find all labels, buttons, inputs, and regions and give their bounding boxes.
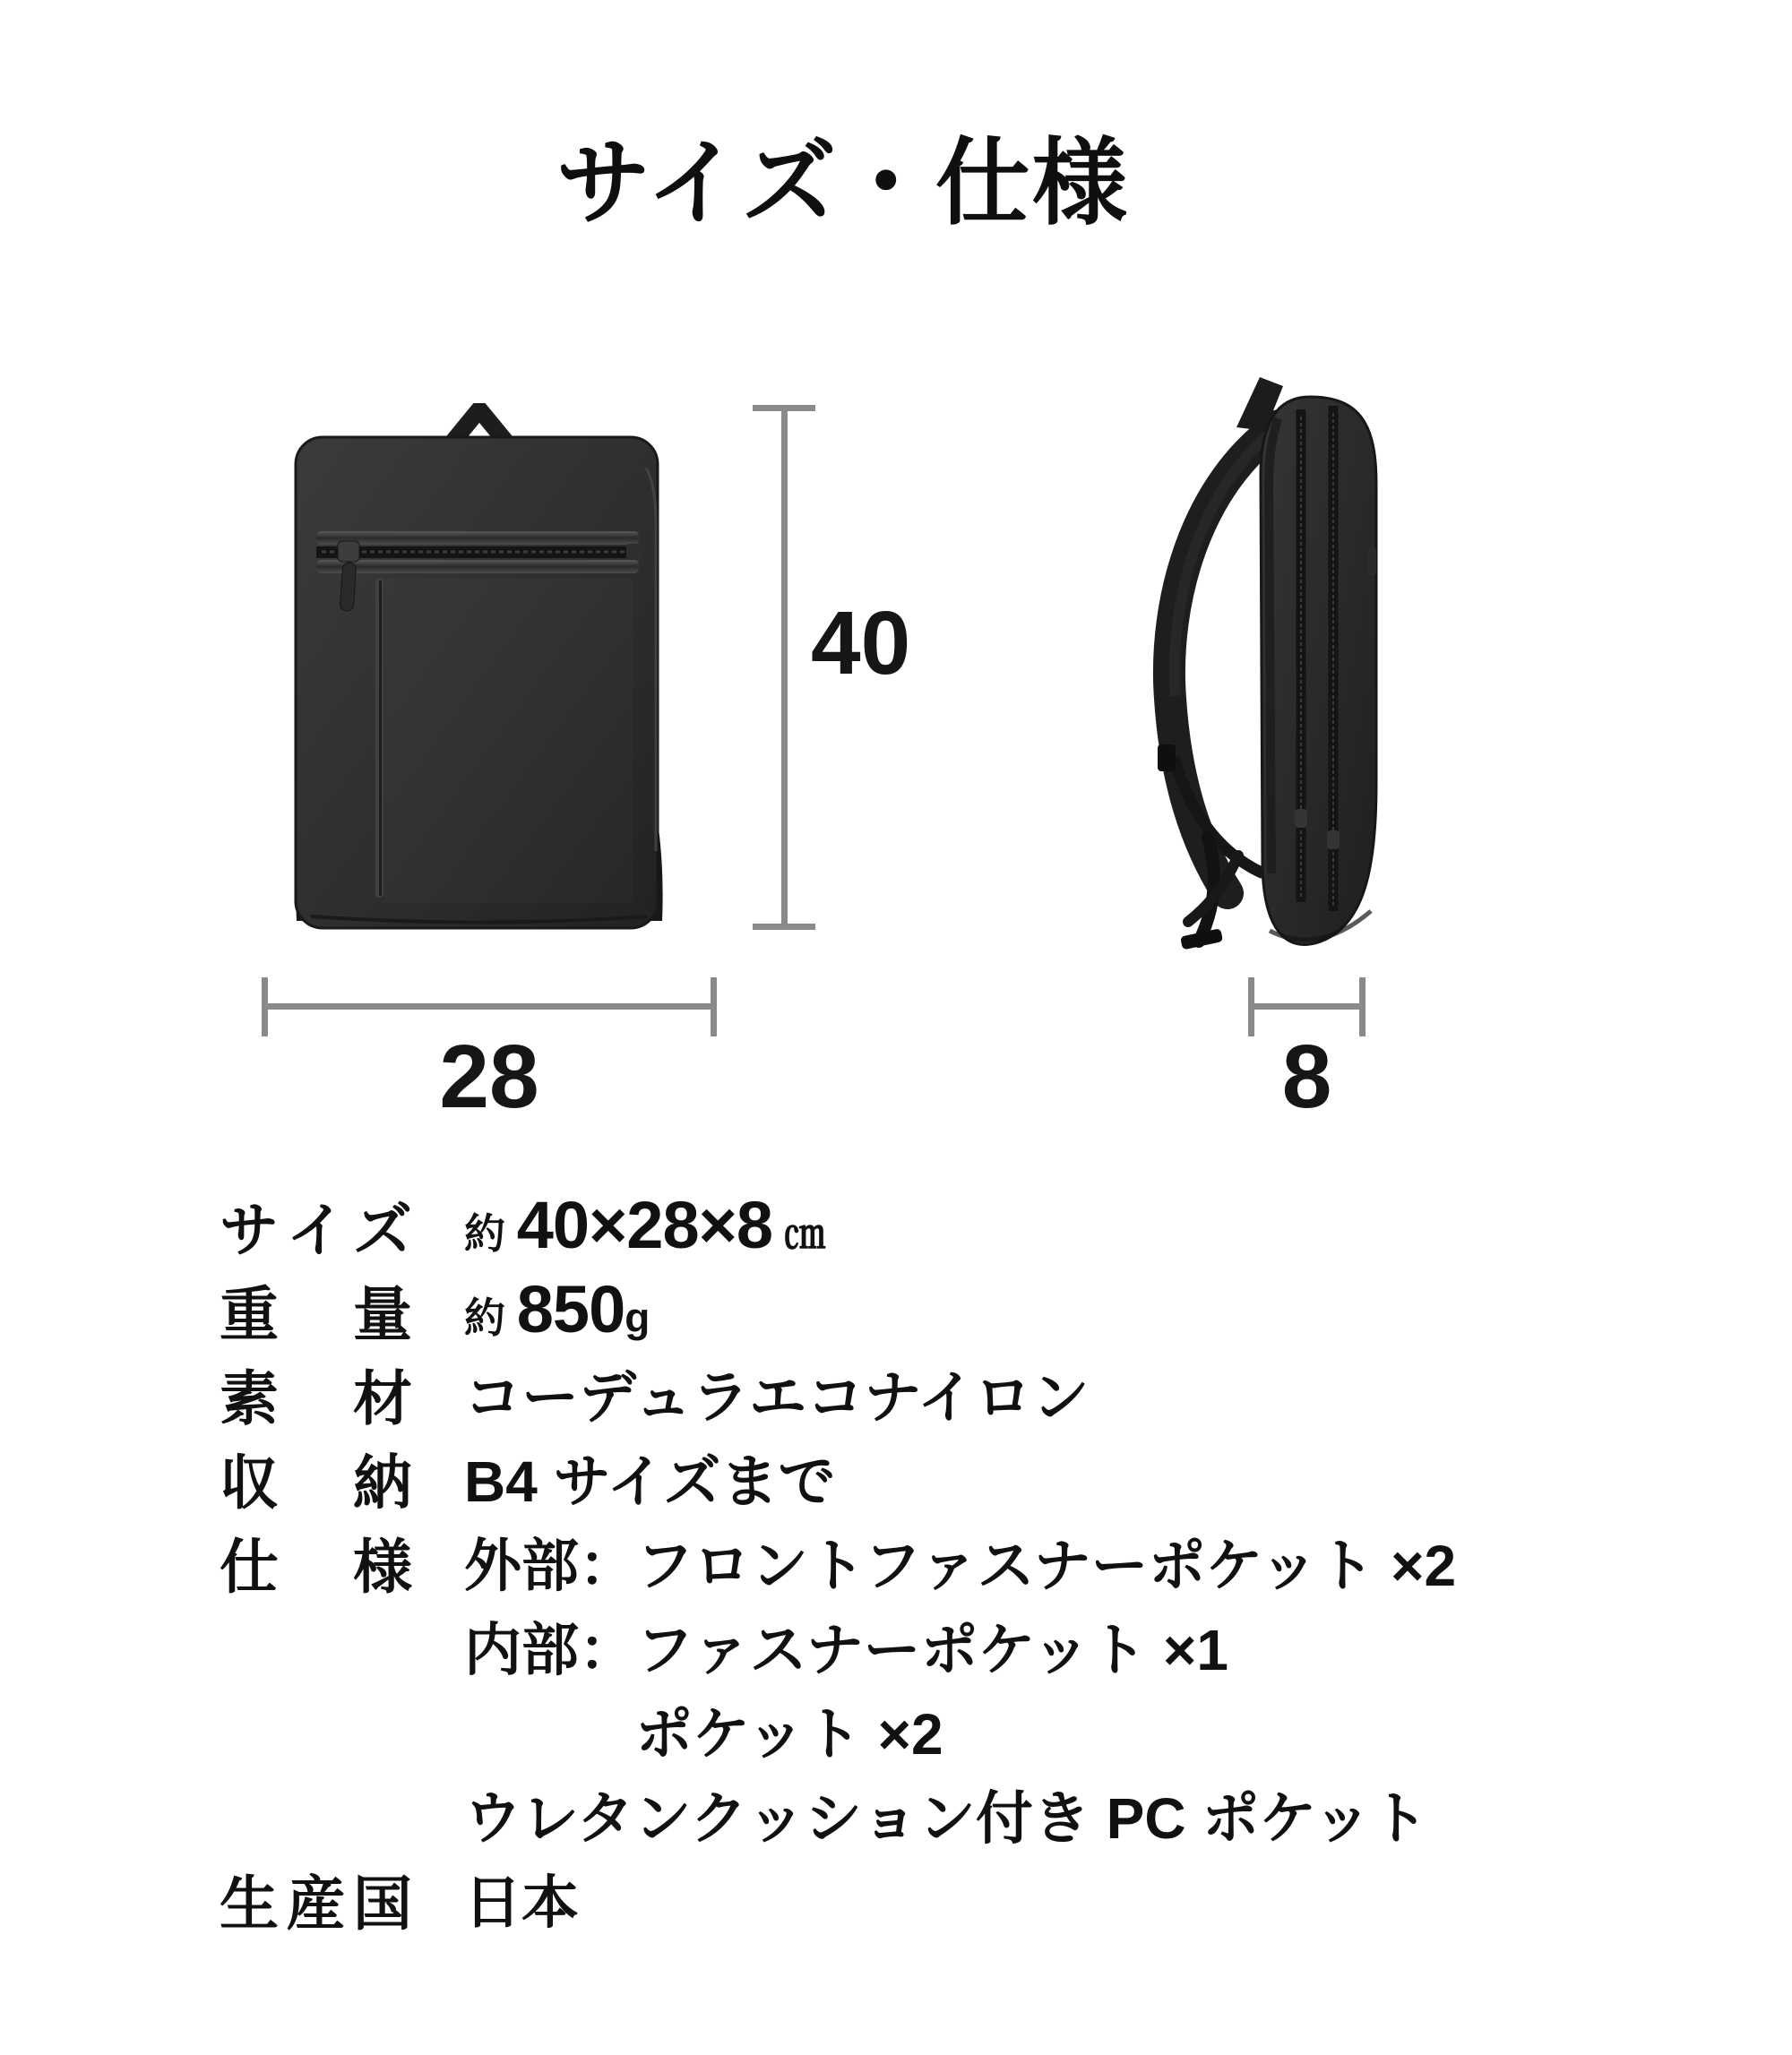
spec-value: コーデュラエコナイロン [464,1365,1090,1430]
zipper-slider [1327,830,1340,849]
dim-height-cap-bottom [753,924,815,930]
backpack-side-illustration [1102,372,1398,963]
spec-label: サ イ ズ [220,1196,412,1263]
spec-value: 内部：ファスナーポケット ×1 [464,1618,1228,1682]
spec-value: B4 サイズまで [464,1449,836,1514]
spec-value: 外部：フロントファスナーポケット ×2 [464,1534,1457,1598]
spec-label: 仕 様 [220,1533,412,1600]
zipper-pull [1367,546,1376,576]
dim-depth-line [1248,1003,1366,1010]
page-title: サイズ・仕様 [556,131,1129,236]
dim-width-line [262,1003,717,1010]
side-body [1261,397,1376,944]
spec-value: 日本 [464,1870,579,1935]
spec-label: 収 納 [220,1449,412,1516]
zipper-slider [1295,809,1307,828]
front-pocket-seam [379,580,382,896]
spec-label: 生 産 国 [220,1870,412,1937]
spec-label: 素 材 [220,1364,412,1432]
zipper-pull [340,563,357,612]
spec-table [220,1182,1671,1940]
dim-height-value: 40 [811,593,911,693]
spec-row-features-4 [220,1772,1671,1856]
spec-value: 約 850g [464,1271,650,1346]
dim-depth-value: 8 [1281,1027,1332,1127]
spec-row-weight [220,1267,1671,1351]
backpack-front-illustration [291,403,668,936]
spec-label: 重 量 [220,1280,412,1347]
spec-value: 約 40×28×8 ㎝ [464,1187,825,1262]
dim-width-cap-right [711,977,717,1036]
spec-row-material [220,1351,1671,1435]
zipper-slider [338,541,359,562]
spec-row-country [220,1856,1671,1940]
spec-row-features-3 [220,1688,1671,1772]
dim-width-value: 28 [439,1027,539,1127]
spec-row-size [220,1182,1671,1267]
spec-row-features-1 [220,1519,1671,1604]
dim-depth-cap-right [1359,977,1366,1036]
spec-row-features-2 [220,1604,1671,1688]
spec-value: ウレタンクッション付き PC ポケット [464,1786,1429,1851]
spec-value: ポケット ×2 [635,1702,943,1767]
spec-row-capacity [220,1435,1671,1519]
dim-height-line [781,405,788,930]
